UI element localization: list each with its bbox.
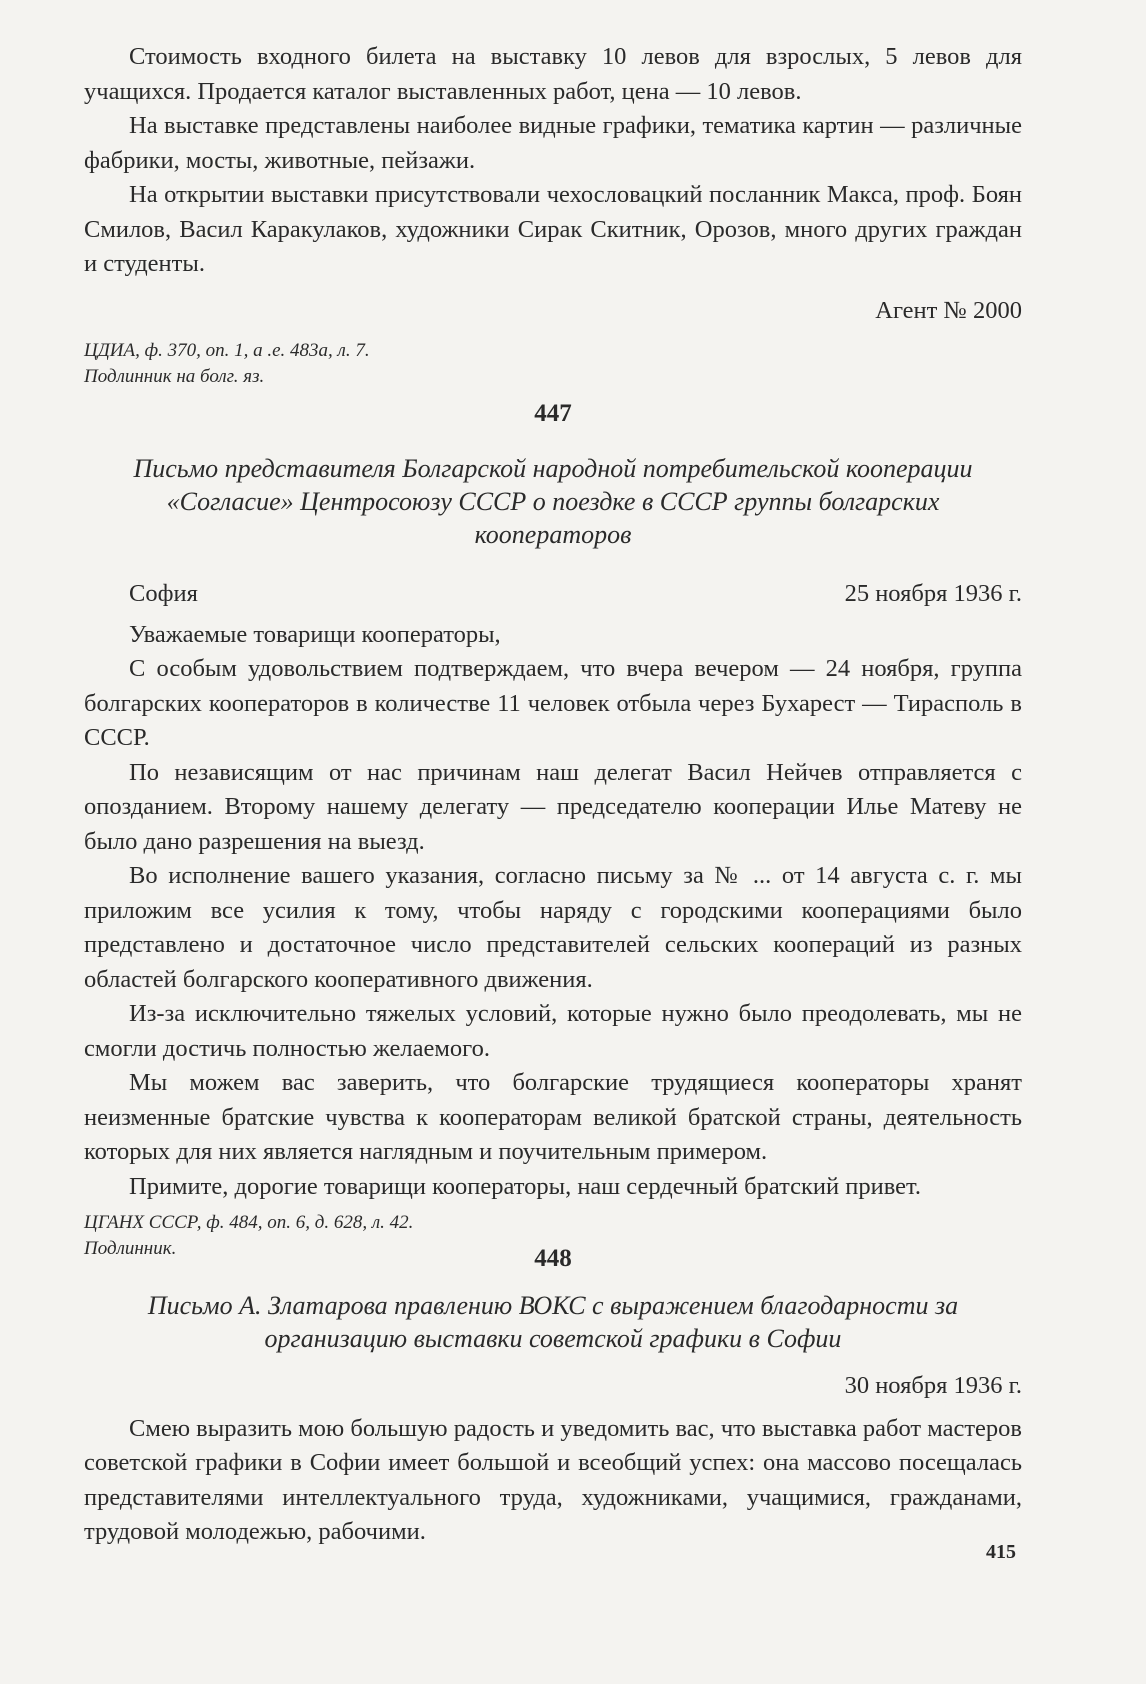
paragraph: С особым удовольствием подтверждаем, что вчера вечером — 24 ноября, группа болгарских кооператоров в количестве 11 человек отбыла через Бухарест — Тирасполь в СССР. [84,655,1022,751]
dateline [84,577,1022,612]
previous-document-tail [84,40,1022,390]
paragraph: По независящим от нас причинам наш делегат Васил Нейчев отправляется с опозданием. Второму нашему делегату — председателю кооперации Илье Матеву не было дано разрешения на выезд. [84,758,1022,855]
paragraph: Смею выразить мою большую радость и уведомить вас, что выставка работ мастеров советской графики в Софии имеет большой и всеобщий успех: она массово посещалась представителями интеллектуального труда, художниками, учащимися, гражданами, трудовой молодежью, рабочими. [84,1414,1022,1545]
salutation: Уважаемые товарищи кооператоры, [129,620,501,648]
paragraph: На открытии выставки присутствовали чехословацкий посланник Макса, проф. Боян Смилов, Васил Каракулаков, художники Сирак Скитник, Орозов, много других граждан и студенты. [84,181,1022,277]
paragraph: На выставке представлены наиболее видные графики, тематика картин — различные фабрики, мосты, животные, пейзажи. [84,112,1022,174]
page-number: 415 [986,1541,1016,1563]
document-448 [84,1245,1022,1550]
paragraph: Из-за исключительно тяжелых условий, которые нужно было преодолевать, мы не смогли достичь полностью желаемого. [84,1000,1022,1062]
date: 30 ноября 1936 г. [844,1372,1022,1399]
document-title: Письмо представителя Болгарской народной потребительской кооперации «Согласие» Центросоюзу СССР о поездке в СССР группы болгарских кооператоров [133,454,973,549]
source-line: ЦДИА, ф. 370, оп. 1, а .е. 483а, л. 7. [84,340,370,361]
document-title: Письмо А. Златарова правлению ВОКС с выражением благодарности за организацию выставки советской графики в Софии [147,1291,959,1353]
document-number: 447 [534,400,572,427]
source-line: Подлинник на болг. яз. [84,366,265,387]
source-line: Подлинник. [84,1238,177,1259]
signature: Агент № 2000 [875,296,1022,324]
paragraph: Во исполнение вашего указания, согласно письму за № ... от 14 августа с. г. мы приложим все усилия к тому, чтобы наряду с городскими кооперациями было представлено и достаточное число представителей сельских коопераций из разных областей болгарского кооперативного движения. [84,862,1022,993]
document-number: 448 [534,1245,572,1272]
place: София [129,580,198,607]
paragraph: Мы можем вас заверить, что болгарские трудящиеся кооператоры хранят неизменные братские чувства к кооператорам великой братской страны, деятельность которых для них является наглядным и поучительным примером. [84,1069,1022,1165]
paragraph: Примите, дорогие товарищи кооператоры, наш сердечный братский привет. [129,1172,921,1200]
document-447 [84,400,1022,1262]
date: 25 ноября 1936 г. [844,580,1022,607]
archive-source [84,338,1022,390]
source-line: ЦГАНХ СССР, ф. 484, оп. 6, д. 628, л. 42. [84,1212,414,1233]
paragraph: Стоимость входного билета на выставку 10 левов для взрослых, 5 левов для учащихся. Продается каталог выставленных работ, цена — 10 левов. [84,43,1022,105]
